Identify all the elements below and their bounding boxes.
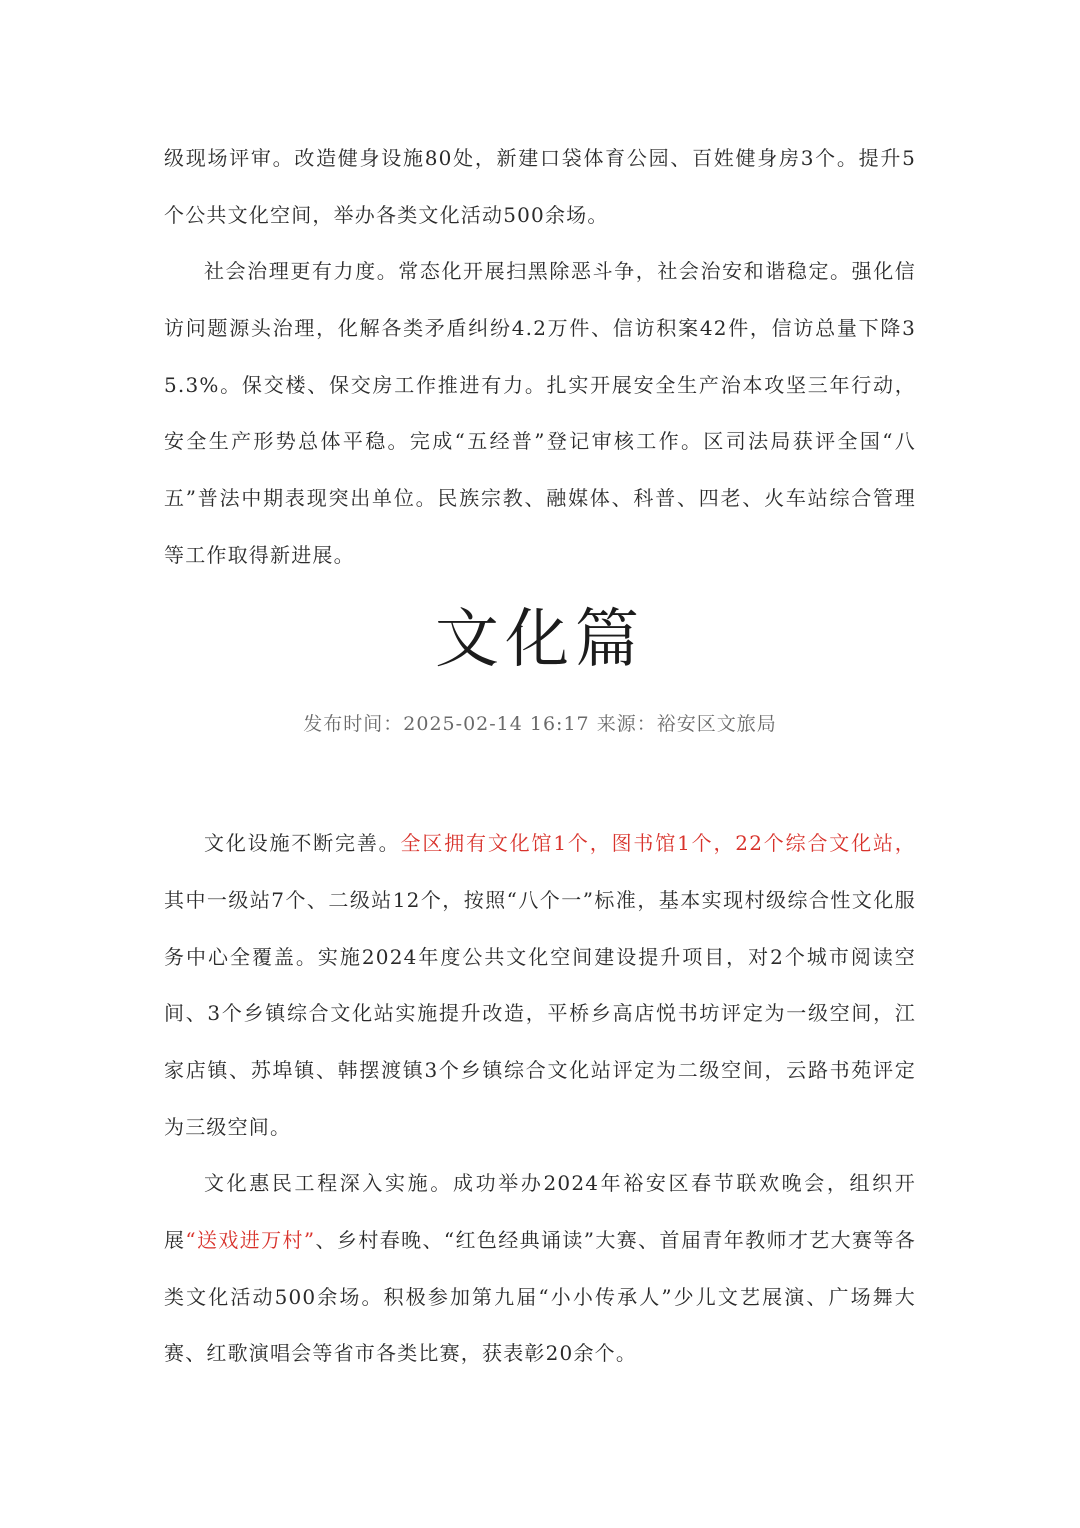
paragraph-lead: 文化设施不断完善。	[204, 831, 401, 855]
source-label: 来源：	[596, 713, 657, 735]
paragraph-lead: 文化惠民工程深入实施。成功举办2024年裕安区春节联欢晚会，组织开展	[164, 1171, 916, 1252]
highlight-text: 全区拥有文化馆1个，图书馆1个，22个综合文化站，	[400, 831, 916, 855]
highlight-text: “送戏进万村”	[185, 1227, 316, 1252]
publish-time: 2025-02-14 16:17	[403, 713, 590, 735]
section-title: 文化篇	[435, 603, 645, 677]
publish-label: 发布时间：	[303, 713, 404, 735]
paragraph-social-governance: 社会治理更有力度。常态化开展扫黑除恶斗争，社会治安和谐稳定。强化信访问题源头治理，化解各类矛盾纠纷4.2万件、信访积案42件，信访总量下降35.3%。保交楼、保交房工作推进有力。扎实开展安全生产治本攻坚三年行动，安全生产形势总体平稳。完成“五经普”登记审核工作。区司法局获评全国“八五”普法中期表现突出单位。民族宗教、融媒体、科普、四老、火车站综合管理等工作取得新进展。	[164, 259, 916, 567]
source-name: 裕安区文旅局	[656, 713, 777, 735]
paragraph-continuation: 级现场评审。改造健身设施80处，新建口袋体育公园、百姓健身房3个。提升5个公共文化空间，举办各类文化活动500余场。	[164, 146, 916, 227]
publish-meta	[0, 708, 1080, 740]
paragraph-culture-facilities	[164, 815, 916, 1156]
paragraph-body: 其中一级站7个、二级站12个，按照“八个一”标准，基本实现村级综合性文化服务中心全覆盖。实施2024年度公共文化空间建设提升项目，对2个城市阅读空间、3个乡镇综合文化站实施提升改造，平桥乡高店悦书坊评定为一级空间，江家店镇、苏埠镇、韩摆渡镇3个乡镇综合文化站评定为二级空间，云路书苑评定为三级空间。	[164, 887, 916, 1139]
paragraph-culture-programs	[164, 1155, 916, 1382]
paragraph-body: 、乡村春晚、“红色经典诵读”大赛、首届青年教师才艺大赛等各类文化活动500余场。积极参加第九届“小小传承人”少儿文艺展演、广场舞大赛、红歌演唱会等省市各类比赛，获表彰20余个。	[164, 1227, 916, 1366]
